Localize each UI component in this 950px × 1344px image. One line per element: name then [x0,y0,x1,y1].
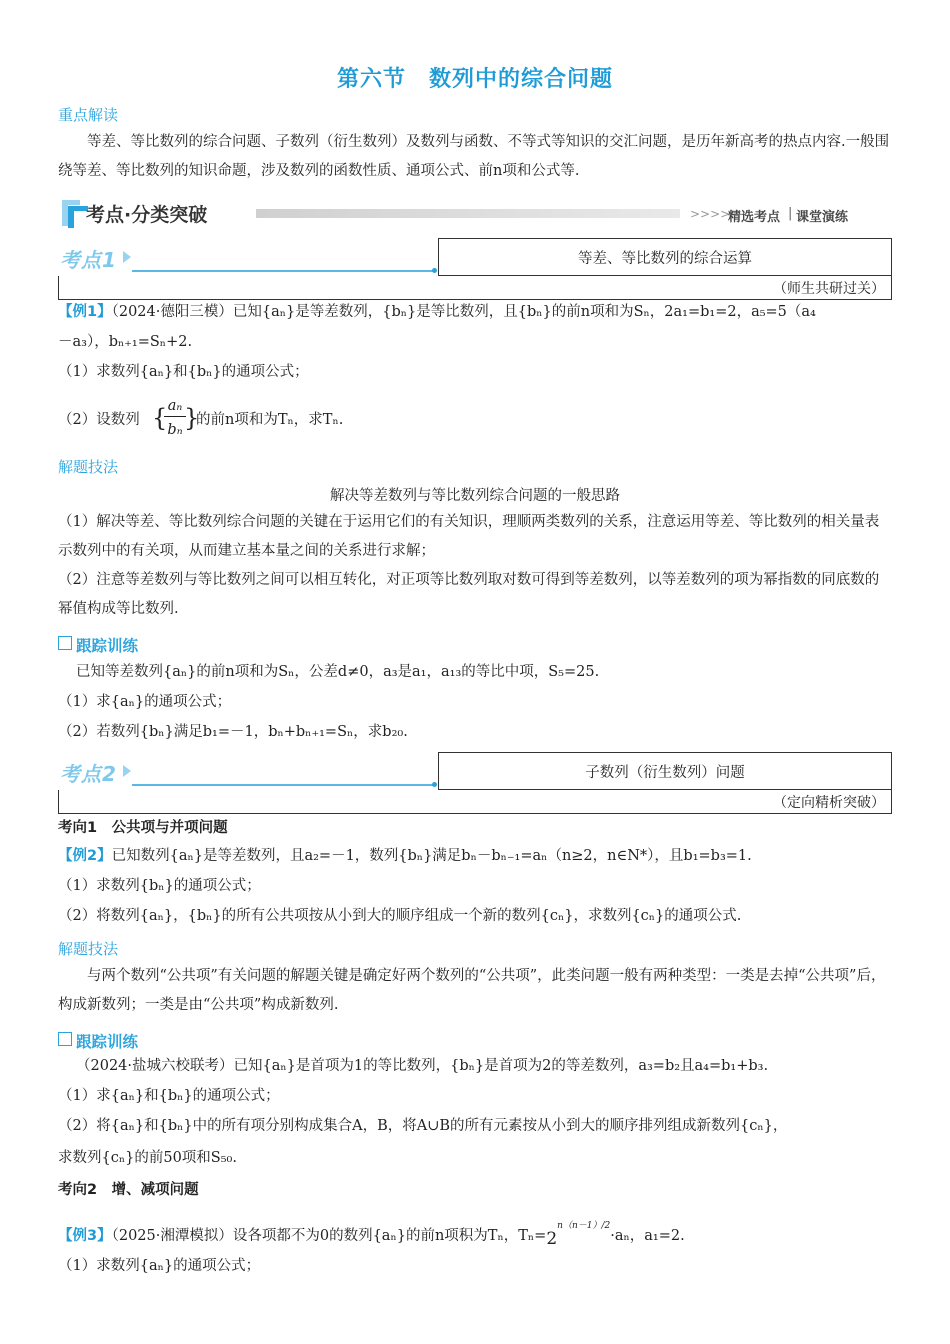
method-1-subtitle: 解决等差数列与等比数列综合问题的一般思路 [330,488,620,504]
example-2-q1: （1）求数列{bₙ}的通项公式； [58,878,261,894]
kaodian-1-underline [132,270,436,272]
example-3-q1: （1）求数列{aₙ}的通项公式； [58,1258,261,1274]
section-banner [58,196,892,232]
example-1-q1: （1）求数列{aₙ}和{bₙ}的通项公式； [58,364,309,380]
example-3-power-exponent: n（n－1）/2 [557,1221,611,1231]
track-1-q2: （2）若数列{bₙ}满足b₁=－1，bₙ+bₙ₊₁=Sₙ，求b₂₀. [58,724,408,740]
banner-arrows: >>>> [690,207,731,221]
example-1-fraction-denominator: bₙ [167,422,183,438]
example-1-q2-post: 的前n项和为Tₙ，求Tₙ. [196,412,344,428]
banner-separator: | [788,206,793,221]
example-1-fraction-numerator: aₙ [164,396,186,417]
method-2-text: 与两个数列“公共项”有关问题的解题关键是确定好两个数列的“公共项”，此类问题一般有两种类型：一类是去掉“公共项”后，构成新数列；一类是由“公共项”构成新数列. [58,968,886,1013]
banner-right-b: 课堂演练 [796,210,849,225]
kaodian-2-note-box [58,790,892,814]
kaodian-1-note: （师生共研过关） [773,281,885,297]
kaodian-2-triangle-icon [122,764,132,778]
kaodian-1-tag: 考点1 [60,248,117,272]
method-1-heading: 解题技法 [58,458,119,476]
example-1-text-2: －a₃），bₙ₊₁=Sₙ+2. [58,334,193,350]
example-2-line [58,846,752,866]
track-1-stem: 已知等差数列{aₙ}的前n项和为Sₙ，公差d≠0，a₃是a₁，a₁₃的等比中项，S₅=25. [76,664,600,680]
example-1-text-1: （2024·德阳三模）已知{aₙ}是等差数列，{bₙ}是等比数列，且{bₙ}的前n项和为Sₙ，2a₁=b₁=2，a₅=5（a₄ [111,304,816,320]
track-2-q2b: 求数列{cₙ}的前50项和S₅₀. [58,1150,237,1166]
track-1-q1: （1）求{aₙ}的通项公式； [58,694,232,710]
focus-text: 等差、等比数列的综合问题、子数列（衍生数列）及数列与函数、不等式等知识的交汇问题，是历年新高考的热点内容.一般围绕等差、等比数列的知识命题，涉及数列的函数性质、通项公式、前n项和公式等. [58,134,890,179]
example-2-label: 【例2】 [58,848,112,864]
banner-bar [256,209,680,218]
example-3-label: 【例3】 [58,1228,112,1244]
track-1-heading: 跟踪训练 [76,637,139,655]
track-1-checkbox-icon [58,636,72,650]
track-2-q2a: （2）将{aₙ}和{bₙ}中的所有项分别构成集合A，B，将A∪B的所有元素按从小到大的顺序排列组成新数列{cₙ}， [58,1118,788,1134]
banner-right-a: 精选考点 [728,210,781,225]
method-2-heading: 解题技法 [58,940,119,958]
example-1-brace-left: { [152,404,168,432]
kaodian-2-note: （定向精析突破） [773,795,885,811]
kaodian-2-dot [432,782,437,787]
example-3-post: ·aₙ，a₁=2. [610,1228,685,1244]
direction-1-title: 考向1 公共项与并项问题 [58,820,228,836]
example-3-pre: （2025·湘潭模拟）设各项都不为0的数列{aₙ}的前n项积为Tₙ，Tₙ= [111,1228,547,1244]
kaodian-1-title-box: 等差、等比数列的综合运算 [438,238,892,276]
track-2-stem: （2024·盐城六校联考）已知{aₙ}是首项为1的等比数列，{bₙ}是首项为2的等差数列，a₃=b₂且a₄=b₁+b₃. [76,1058,769,1074]
kaodian-1-note-box [58,276,892,300]
direction-2-title: 考向2 增、减项问题 [58,1182,199,1198]
example-3-power-base: 2 [546,1229,558,1249]
example-1-line-1 [58,302,816,322]
example-2-text: 已知数列{aₙ}是等差数列，且a₂=－1，数列{bₙ}满足bₙ－bₙ₋₁=aₙ（n≥2，n∈N*），且b₁=b₃=1. [111,848,752,864]
example-1-q2-pre: （2）设数列 [58,412,140,428]
kaodian-2-title-box: 子数列（衍生数列）问题 [438,752,892,790]
kaodian-1-triangle-icon [122,250,132,264]
track-2-q1: （1）求{aₙ}和{bₙ}的通项公式； [58,1088,280,1104]
focus-heading: 重点解读 [58,106,119,124]
kaodian-2-underline [132,784,436,786]
kaodian-2-tag: 考点2 [60,762,117,786]
banner-title: 考点·分类突破 [86,204,208,226]
method-1-p1: （1）解决等差、等比数列综合问题的关键在于运用它们的有关知识，理顺两类数列的关系，注意运用等差、等比数列的相关量表示数列中的有关项，从而建立基本量之间的关系进行求解； [58,514,880,559]
example-2-q2: （2）将数列{aₙ}，{bₙ}的所有公共项按从小到大的顺序组成一个新的数列{cₙ}，求数列{cₙ}的通项公式. [58,908,742,924]
example-3-line [58,1216,685,1249]
method-1-p2: （2）注意等差数列与等比数列之间可以相互转化，对正项等比数列取对数可得到等差数列，以等差数列的项为幂指数的同底数的幂值构成等比数列. [58,572,880,617]
track-2-heading: 跟踪训练 [76,1033,139,1051]
track-2-checkbox-icon [58,1032,72,1046]
page-title: 第六节 数列中的综合问题 [336,67,613,92]
example-1-label: 【例1】 [58,304,112,320]
kaodian-1-dot [432,268,437,273]
example-1-brace-right: } [184,404,200,432]
